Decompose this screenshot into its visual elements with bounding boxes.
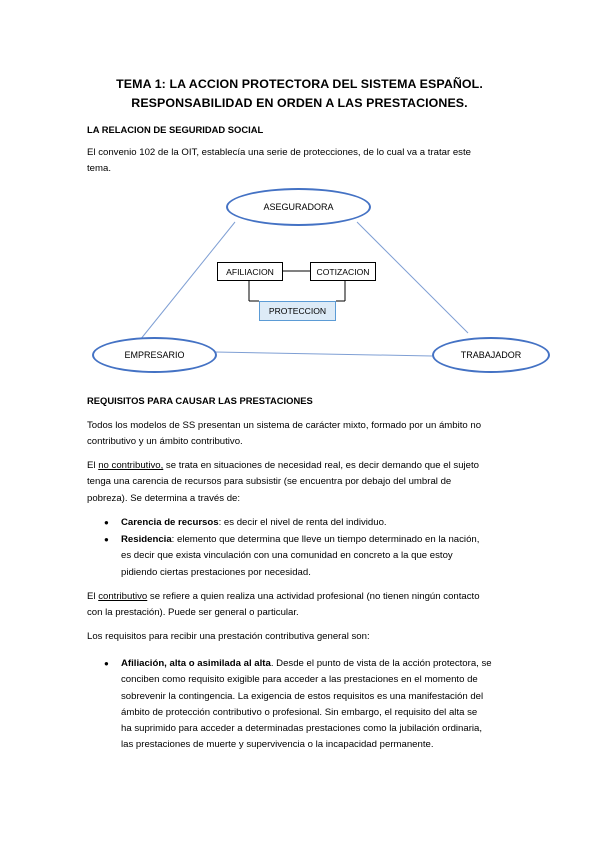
node-cotizacion: COTIZACION (310, 262, 376, 281)
bullet-icon: ● (104, 659, 109, 668)
paragraph-contributivo (87, 589, 517, 622)
node-trabajador: TRABAJADOR (432, 337, 550, 373)
paragraph-line: pidiendo ciertas prestaciones por necesidad. (121, 566, 311, 578)
node-aseguradora: ASEGURADORA (226, 188, 371, 226)
paragraph-line: ámbito de protección contributivo o profesional. Sin embargo, el requisito del alta se (121, 706, 478, 718)
bold-term: Afiliación, alta o asimilada al alta (121, 658, 271, 669)
text-run: : es decir el nivel de renta del individuo. (218, 517, 387, 528)
paragraph-line (121, 532, 521, 548)
paragraph-line: tema. (87, 163, 111, 175)
paragraph-line (121, 656, 521, 672)
page-title-line1: TEMA 1: LA ACCION PROTECTORA DEL SISTEMA ESPAÑOL. (116, 77, 483, 91)
paragraph-line: ha suprimido para acceder a determinadas prestaciones como la jubilación ordinaria, (121, 723, 483, 735)
section-heading-relacion: LA RELACION DE SEGURIDAD SOCIAL (87, 124, 264, 135)
text-run: : elemento que determina que lleve un tiempo determinado en la nación, (171, 534, 480, 545)
connector-empresario-trabajador (215, 352, 432, 356)
underlined-term: contributivo (98, 591, 148, 602)
text-run: se trata en situaciones de necesidad real, es decir demando que el sujeto (163, 460, 479, 471)
bullet-item-residencia (104, 532, 521, 581)
text-run: El (87, 591, 99, 602)
paragraph-line: las prestaciones de muerte y supervivencia o la incapacidad permanente. (121, 739, 434, 751)
underlined-term: no contributivo, (98, 460, 164, 471)
paragraph-line (121, 515, 521, 531)
text-run: . Desde el punto de vista de la acción protectora, se (270, 658, 492, 669)
bullet-item-afiliacion (104, 656, 521, 754)
paragraph-line: es decir que exista vinculación con una comunidad en concreto a la que estoy (121, 550, 453, 562)
paragraph-line: contributivo y un ámbito contributivo. (87, 436, 243, 448)
bold-term: Carencia de recursos (121, 517, 219, 528)
section-heading-requisitos: REQUISITOS PARA CAUSAR LAS PRESTACIONES (87, 395, 313, 406)
paragraph-line: con la prestación). Puede ser general o particular. (87, 607, 299, 619)
bullet-icon: ● (104, 535, 109, 544)
text-run: se refiere a quien realiza una actividad profesional (no tienen ningún contacto (147, 591, 480, 602)
paragraph-line: El convenio 102 de la OIT, establecía una serie de protecciones, de lo cual va a tratar este (87, 147, 471, 158)
node-proteccion: PROTECCION (259, 301, 336, 321)
paragraph-requisitos: Los requisitos para recibir una prestación contributiva general son: (87, 631, 370, 642)
paragraph-line: pobreza). Se determina a través de: (87, 492, 241, 504)
node-afiliacion: AFILIACION (217, 262, 283, 281)
paragraph-line: tenga una carencia de recursos para subsistir (se encuentra por debajo del umbral de (87, 476, 452, 488)
bullet-icon: ● (104, 518, 109, 527)
paragraph-line (87, 458, 517, 474)
paragraph-line: conciben como requisito exigible para acceder a las prestaciones en el momento de (121, 674, 478, 686)
paragraph-line: sobrevenir la contingencia. La exigencia de estos requisitos es una manifestación del (121, 690, 484, 702)
bullet-item-carencia (104, 515, 521, 531)
paragraph-no-contributivo (87, 458, 517, 507)
bold-term: Residencia (121, 534, 172, 545)
node-empresario: EMPRESARIO (92, 337, 217, 373)
paragraph-line (87, 589, 517, 605)
paragraph-line: Todos los modelos de SS presentan un sistema de carácter mixto, formado por un ámbito no (87, 420, 482, 431)
connector-aseguradora-empresario (140, 222, 235, 340)
text-run: El (87, 460, 99, 471)
paragraph-modelos (87, 418, 517, 451)
page-title-line2: RESPONSABILIDAD EN ORDEN A LAS PRESTACIONES. (131, 96, 468, 110)
